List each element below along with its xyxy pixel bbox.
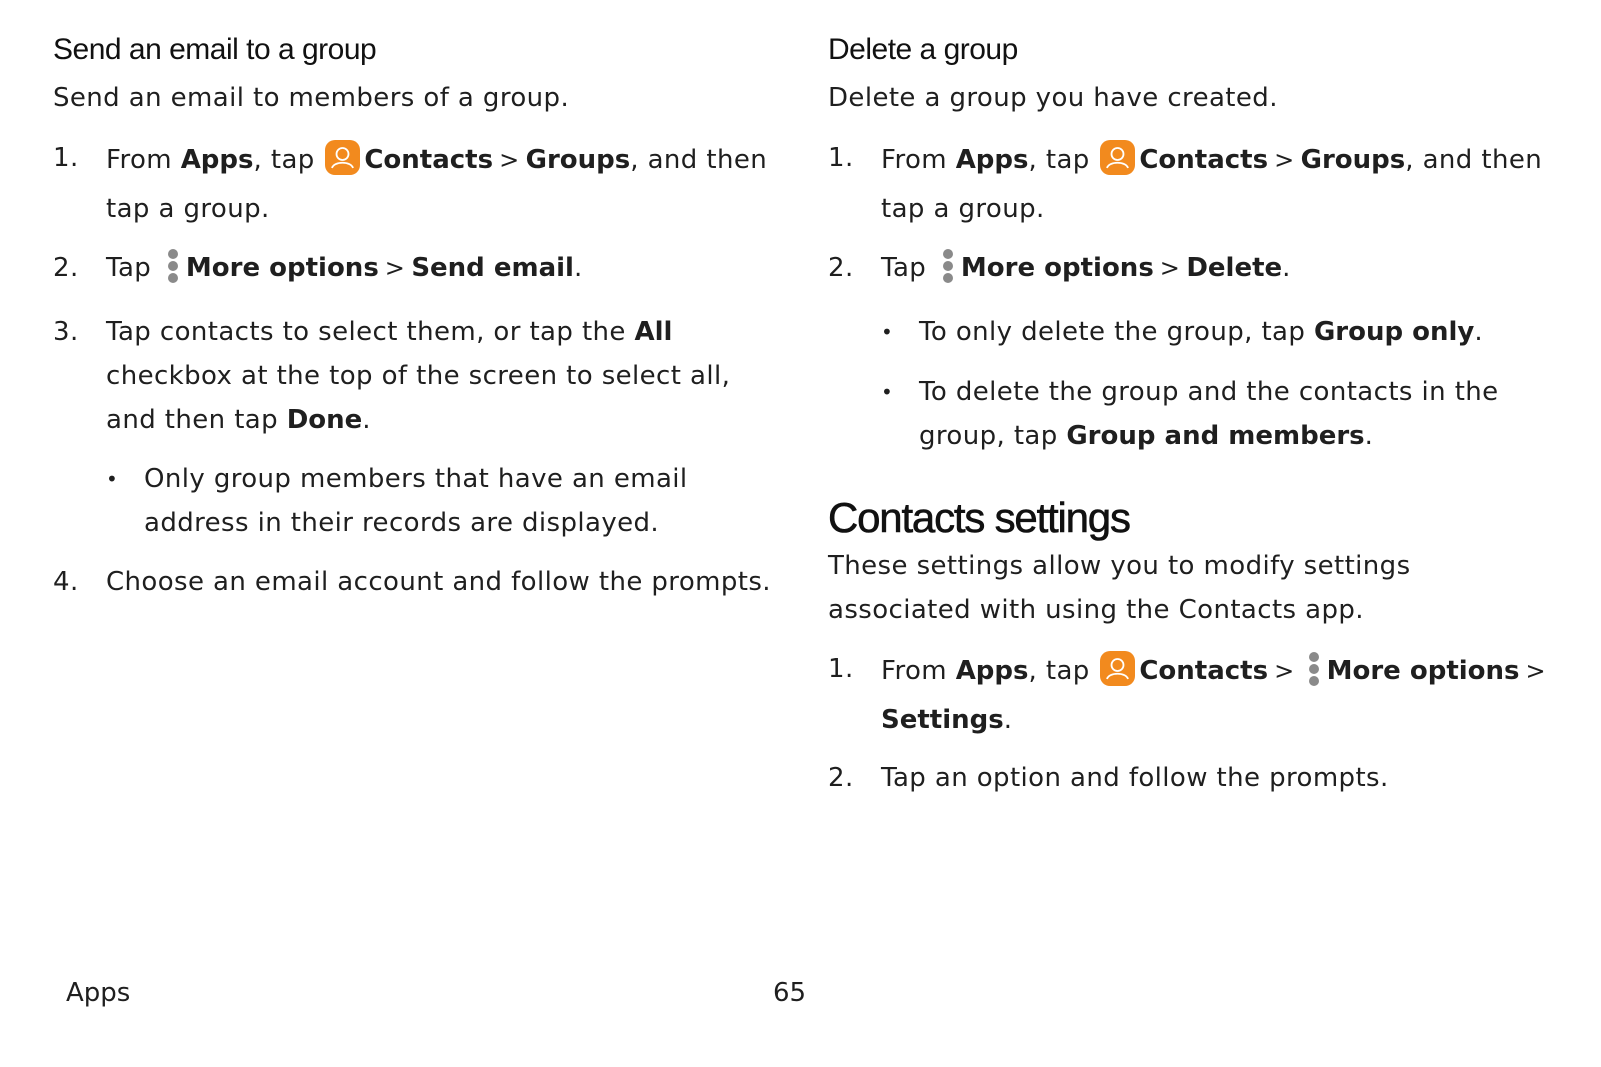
send-email-label: Send email bbox=[411, 253, 574, 283]
apps-label: Apps bbox=[955, 145, 1029, 175]
step-2 bbox=[53, 246, 773, 290]
step-number: 2. bbox=[53, 253, 79, 283]
bullet-text: address in their records are displayed. bbox=[144, 508, 660, 538]
chevron-right-icon: > bbox=[1525, 657, 1547, 685]
more-options-icon bbox=[166, 249, 180, 283]
group-only-label: Group only bbox=[1313, 317, 1475, 347]
step-text: and then tap bbox=[106, 405, 287, 435]
step-number: 4. bbox=[53, 567, 79, 597]
step-text: , and then bbox=[1405, 145, 1543, 175]
settings-step-1 bbox=[828, 647, 1558, 745]
step-text: From bbox=[881, 656, 956, 686]
section-intro: Delete a group you have created. bbox=[828, 83, 1278, 113]
contacts-label: Contacts bbox=[1139, 145, 1269, 175]
settings-step-2 bbox=[828, 756, 1558, 800]
group-and-members-label: Group and members bbox=[1066, 421, 1365, 451]
intro-text: associated with using the Contacts app. bbox=[828, 595, 1364, 625]
settings-intro bbox=[828, 544, 1411, 632]
step-text: , and then bbox=[630, 145, 768, 175]
all-label: All bbox=[634, 317, 673, 347]
contacts-settings-heading: Contacts settings bbox=[828, 494, 1130, 541]
step-text: checkbox at the top of the screen to select all, bbox=[106, 361, 731, 391]
chevron-right-icon: > bbox=[1274, 146, 1295, 174]
bullet-text: . bbox=[1474, 317, 1484, 347]
contacts-app-icon bbox=[325, 140, 360, 175]
chevron-right-icon: > bbox=[499, 146, 520, 174]
contacts-app-icon bbox=[1100, 140, 1135, 175]
contacts-app-icon bbox=[1100, 651, 1135, 686]
step-text: . bbox=[362, 405, 371, 435]
done-label: Done bbox=[286, 405, 363, 435]
contacts-label: Contacts bbox=[1139, 656, 1269, 686]
more-options-label: More options bbox=[1326, 656, 1520, 686]
more-options-icon bbox=[1307, 652, 1321, 686]
delete-label: Delete bbox=[1186, 253, 1283, 283]
section-intro: Send an email to members of a group. bbox=[53, 83, 570, 113]
bullet-text: To delete the group and the contacts in the bbox=[919, 377, 1499, 407]
bullet-dot: • bbox=[881, 320, 894, 344]
settings-label: Settings bbox=[881, 705, 1004, 735]
step-text: Tap contacts to select them, or tap the bbox=[106, 317, 635, 347]
contacts-label: Contacts bbox=[364, 145, 494, 175]
step-text: , tap bbox=[1028, 145, 1099, 175]
step-2 bbox=[828, 246, 1558, 290]
step-text: tap a group. bbox=[106, 194, 270, 224]
bullet-group-and-members bbox=[881, 370, 1499, 458]
step-text: tap a group. bbox=[881, 194, 1045, 224]
section-heading-delete-group: Delete a group bbox=[828, 33, 1018, 66]
more-options-label: More options bbox=[960, 253, 1154, 283]
apps-label: Apps bbox=[955, 656, 1029, 686]
step-number: 3. bbox=[53, 317, 79, 347]
step-number: 2. bbox=[828, 763, 854, 793]
step-text: Tap an option and follow the prompts. bbox=[881, 763, 1389, 793]
step-1 bbox=[53, 136, 773, 234]
bullet-text: Only group members that have an email bbox=[144, 464, 688, 494]
step-number: 1. bbox=[53, 143, 79, 173]
step-text: . bbox=[1003, 705, 1013, 735]
step-text: Tap bbox=[881, 253, 935, 283]
footer-section-label: Apps bbox=[66, 978, 131, 1008]
section-heading-send-email: Send an email to a group bbox=[53, 33, 377, 66]
more-options-icon bbox=[941, 249, 955, 283]
step-3 bbox=[53, 310, 773, 442]
chevron-right-icon: > bbox=[384, 254, 406, 282]
step-number: 1. bbox=[828, 654, 854, 684]
step-text: Choose an email account and follow the prompts. bbox=[106, 567, 771, 597]
groups-label: Groups bbox=[525, 145, 631, 175]
step-number: 1. bbox=[828, 143, 854, 173]
step-text: , tap bbox=[253, 145, 324, 175]
step-text: Tap bbox=[106, 253, 160, 283]
step-4 bbox=[53, 560, 773, 604]
step-number: 2. bbox=[828, 253, 854, 283]
intro-text: These settings allow you to modify settings bbox=[828, 551, 1411, 581]
step-text: From bbox=[881, 145, 956, 175]
page-number: 65 bbox=[773, 978, 807, 1008]
bullet-note bbox=[106, 457, 688, 545]
step-text: From bbox=[106, 145, 181, 175]
step-text: . bbox=[573, 253, 583, 283]
apps-label: Apps bbox=[180, 145, 254, 175]
bullet-text: . bbox=[1364, 421, 1374, 451]
bullet-dot: • bbox=[106, 467, 119, 491]
step-text: , tap bbox=[1028, 656, 1099, 686]
bullet-group-only bbox=[881, 310, 1483, 354]
bullet-text: To only delete the group, tap bbox=[919, 317, 1314, 347]
bullet-text: group, tap bbox=[919, 421, 1067, 451]
step-text: . bbox=[1282, 253, 1291, 283]
groups-label: Groups bbox=[1300, 145, 1406, 175]
step-1 bbox=[828, 136, 1558, 234]
more-options-label: More options bbox=[185, 253, 379, 283]
bullet-dot: • bbox=[881, 380, 894, 404]
chevron-right-icon: > bbox=[1159, 254, 1181, 282]
chevron-right-icon: > bbox=[1274, 657, 1295, 685]
